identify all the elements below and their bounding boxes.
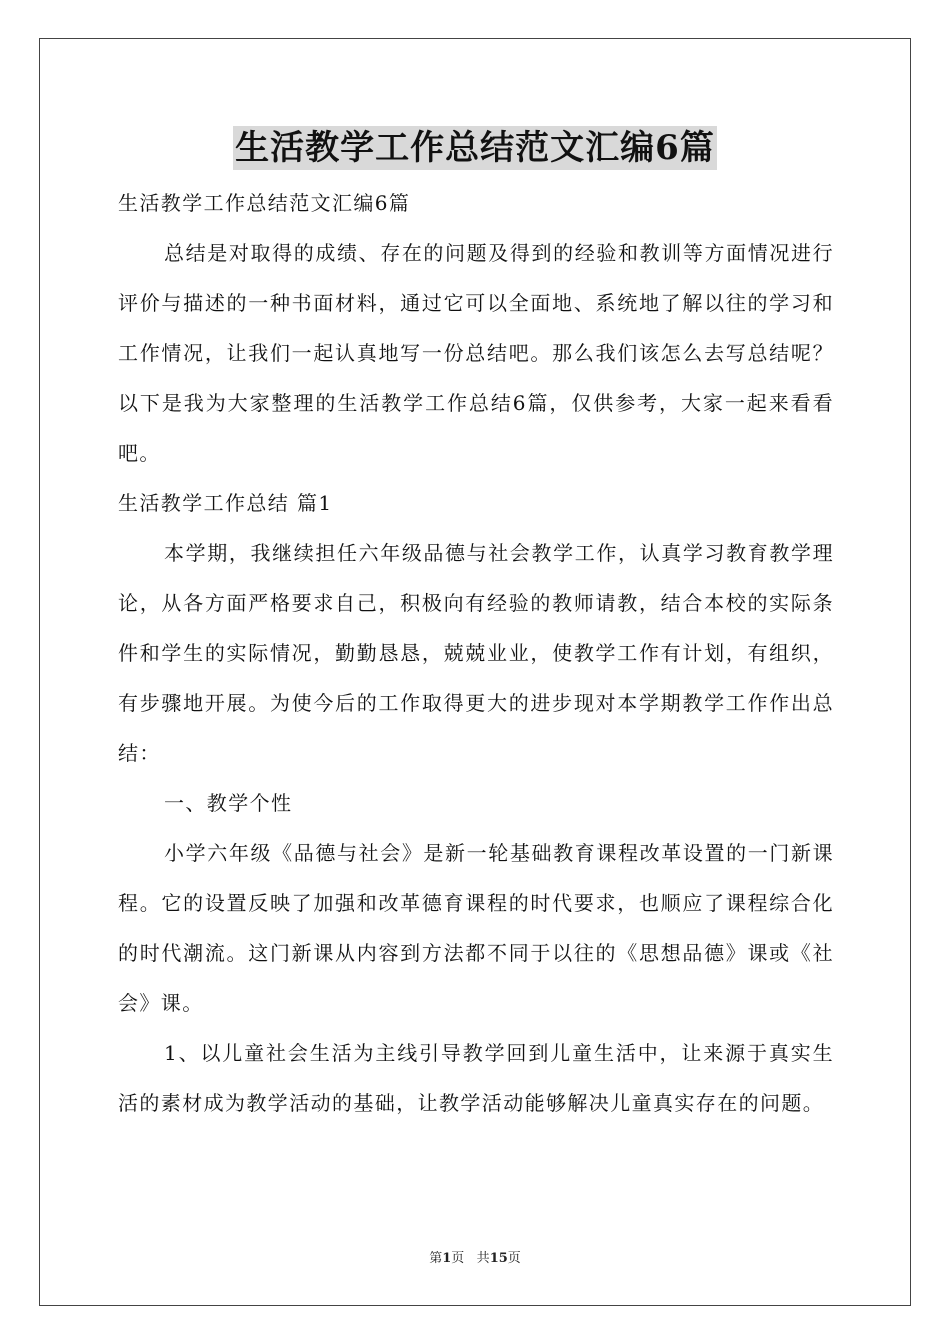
footer-page-prefix: 第 xyxy=(429,1251,443,1266)
intro-paragraph: 总结是对取得的成绩、存在的问题及得到的经验和教训等方面情况进行评价与描述的一种书面材料，通过它可以全面地、系统地了解以往的学习和工作情况，让我们一起认真地写一份总结吧。那么我们该怎么去写总结呢？以下是我为大家整理的生活教学工作总结6篇，仅供参考，大家一起来看看吧。 xyxy=(118,241,834,465)
document-title: 生活教学工作总结范文汇编6篇 xyxy=(235,128,715,168)
page-footer xyxy=(0,1247,950,1266)
footer-total-prefix: 共 xyxy=(476,1251,490,1266)
document-body xyxy=(118,178,834,1128)
heading-teaching: 一、教学个性 xyxy=(164,791,293,815)
section-heading: 生活教学工作总结 篇1 xyxy=(118,491,333,515)
title-container xyxy=(0,126,950,170)
document-subtitle: 生活教学工作总结范文汇编6篇 xyxy=(118,191,411,215)
paragraph-2: 小学六年级《品德与社会》是新一轮基础教育课程改革设置的一门新课程。它的设置反映了加强和改革德育课程的时代要求，也顺应了课程综合化的时代潮流。这门新课从内容到方法都不同于以往的《思想品德》课或《社会》课。 xyxy=(118,841,834,1015)
footer-total-suffix: 页 xyxy=(507,1251,521,1266)
paragraph-3: 1、以儿童社会生活为主线引导教学回到儿童生活中，让来源于真实生活的素材成为教学活动的基础，让教学活动能够解决儿童真实存在的问题。 xyxy=(118,1041,834,1115)
paragraph-1: 本学期，我继续担任六年级品德与社会教学工作，认真学习教育教学理论，从各方面严格要求自己，积极向有经验的教师请教，结合本校的实际条件和学生的实际情况，勤勤恳恳，兢兢业业，使教学工作有计划，有组织，有步骤地开展。为使今后的工作取得更大的进步现对本学期教学工作作出总结： xyxy=(118,541,834,765)
footer-page-suffix: 页 xyxy=(451,1251,465,1266)
footer-page-number: 1 xyxy=(442,1251,452,1266)
footer-total-pages: 15 xyxy=(489,1251,508,1266)
